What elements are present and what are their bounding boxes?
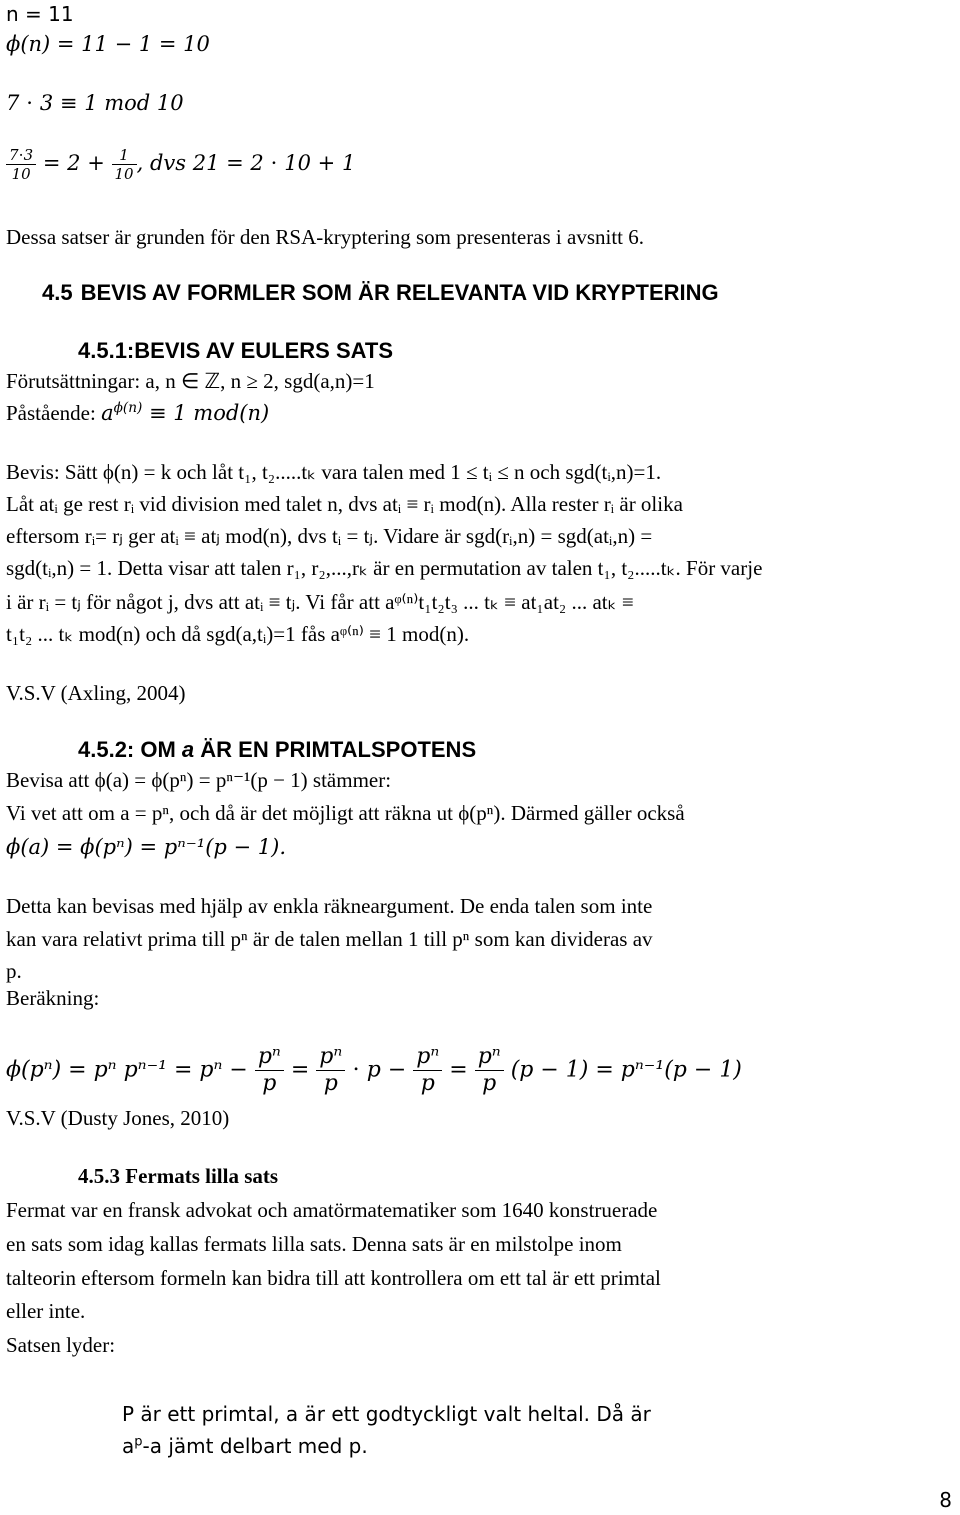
result-line: ϕ(a) = ϕ(pⁿ) = pⁿ⁻¹(p − 1). [6, 835, 287, 859]
proof-line-3: eftersom rᵢ= rⱼ ger atᵢ ≡ atⱼ mod(n), dvs tᵢ = tⱼ. Vidare är sgd(rᵢ,n) = sgd(atᵢ,n) = [6, 524, 653, 548]
section-4-5-title: BEVIS AV FORMLER SOM ÄR RELEVANTA VID KRYPTERING [80, 280, 719, 305]
fermat-body-line-1: Fermat var en fransk advokat och amatörmatematiker som 1640 konstruerade [6, 1198, 658, 1222]
proof-line-1: Bevis: Sätt ϕ(n) = k och låt t₁, t₂.....tₖ vara talen med 1 ≤ tᵢ ≤ n och sgd(tᵢ,n)=1. [6, 460, 662, 484]
premises-line: Förutsättningar: a, n ∈ ℤ, n ≥ 2, sgd(a,n)=1 [6, 369, 375, 393]
fraction-pn-over-p: $\frac{\text{pⁿ}}{p}$ [316, 1044, 345, 1097]
rsa-note: Dessa satser är grunden för den RSA-kryptering som presenteras i avsnitt 6. [6, 225, 645, 249]
section-4-5-1-heading: 4.5.1:BEVIS AV EULERS SATS [78, 338, 394, 363]
explanation-line-3: p. [6, 959, 22, 983]
known-line: Vi vet att om a = pⁿ, och då är det möjligt att räkna ut ϕ(pⁿ). Därmed gäller också [6, 801, 685, 825]
page-number: 8 [939, 1488, 952, 1512]
intro-congruence-line: 7 ⋅ 3 ≡ 1 mod 10 [6, 91, 184, 115]
proof-line-6: t₁t₂ ... tₖ mod(n) och då sgd(a,tᵢ)=1 fås aᵠ⁽ⁿ⁾ ≡ 1 mod(n). [6, 622, 470, 646]
calculation-equation: ϕ(pⁿ) = pⁿ pⁿ⁻¹ = pⁿ − $\frac{\text{pⁿ}}{p}$ = $\frac{\text{pⁿ}}{p}$ ⋅ p − $\frac{\text{pⁿ}}{p}$ = $\frac{\text{pⁿ}}{p}$ (p − 1) = pⁿ⁻¹(p − 1) [6, 1044, 742, 1096]
proof-line-2: Låt atᵢ ge rest rᵢ vid division med talet n, dvs atᵢ ≡ rᵢ mod(n). Alla rester rᵢ är olika [6, 492, 683, 516]
statement-label: Satsen lyder: [6, 1333, 116, 1357]
proof-line-4: sgd(tᵢ,n) = 1. Detta visar att talen r₁, r₂,...,rₖ är en permutation av talen t₁, t₂.....tₖ. För varje [6, 556, 763, 580]
intro-phi-line: ϕ(n) = 11 − 1 = 10 [6, 32, 210, 56]
prove-statement-line: Bevisa att ϕ(a) = ϕ(pⁿ) = pⁿ⁻¹(p − 1) stämmer: [6, 768, 392, 792]
fraction-pn-over-p: $\frac{\text{pⁿ}}{p}$ [413, 1044, 442, 1097]
theorem-line-1: P är ett primtal, a är ett godtyckligt valt heltal. Då är [122, 1402, 651, 1426]
citation-axling: V.S.V (Axling, 2004) [6, 681, 186, 705]
explanation-line-2: kan vara relativt prima till pⁿ är de talen mellan 1 till pⁿ som kan divideras av [6, 927, 653, 951]
fraction-pn-over-p: $\frac{\text{pⁿ}}{p}$ [255, 1044, 284, 1097]
section-4-5-heading [42, 280, 719, 306]
fermat-body-line-2: en sats som idag kallas fermats lilla sats. Denna sats är en milstolpe inom [6, 1232, 622, 1256]
fraction-1-over-10: $\frac{1}{10}$ [112, 146, 137, 183]
fermat-body-line-3: talteorin eftersom formeln kan bidra till att kontrollera om ett tal är ett primtal [6, 1266, 661, 1290]
section-4-5-3-heading: 4.5.3 Fermats lilla sats [78, 1164, 279, 1188]
explanation-line-1: Detta kan bevisas med hjälp av enkla räkneargument. De enda talen som inte [6, 894, 653, 918]
proof-line-5: i är rᵢ = tⱼ för något j, dvs att atᵢ ≡ tⱼ. Vi får att aᵠ⁽ⁿ⁾t₁t₂t₃ ... tₖ ≡ at₁at₂ ... atₖ ≡ [6, 590, 634, 614]
intro-n-line: n = 11 [6, 2, 74, 26]
fraction-pn-over-p: $\frac{\text{pⁿ}}{p}$ [475, 1044, 504, 1097]
intro-fraction-line: $\frac{7\cdot 3}{10}$ = 2 + $\frac{1}{10}$ , dvs 21 = 2 ⋅ 10 + 1 [6, 146, 355, 183]
calc-label: Beräkning: [6, 986, 100, 1010]
citation-dusty-jones: V.S.V (Dusty Jones, 2010) [6, 1106, 230, 1130]
theorem-line-2: $a^p-a$ jämt delbart med p. [122, 1434, 368, 1458]
section-4-5-2-heading: 4.5.2: OM a ÄR EN PRIMTALSPOTENS [78, 737, 477, 762]
fermat-body-line-4: eller inte. [6, 1299, 86, 1323]
fraction-7-3-over-10: $\frac{7\cdot 3}{10}$ [6, 146, 36, 183]
section-4-5-number: 4.5 [42, 280, 73, 305]
claim-line: Påstående: $a^{\phi(n)} \equiv 1$ mod(n) [6, 400, 270, 425]
